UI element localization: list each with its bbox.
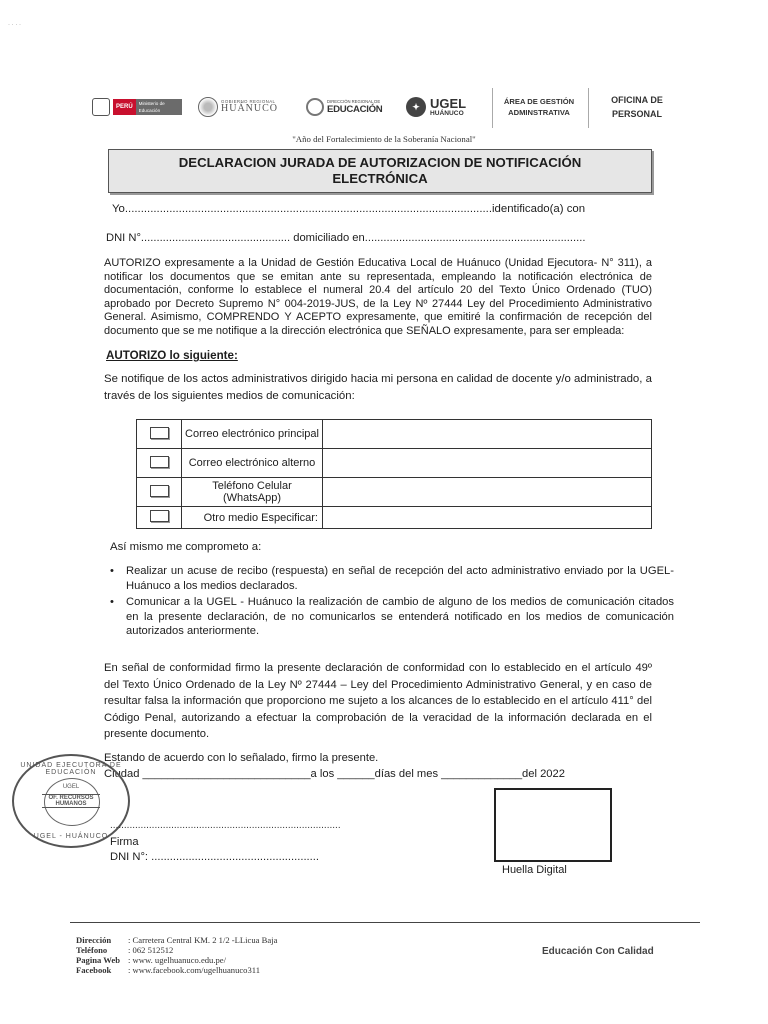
footer-divider (70, 922, 700, 923)
agreement-text: Estando de acuerdo con lo señalado, firmo la presente. (104, 752, 379, 764)
ministry-label: Ministerio de Educación (136, 99, 182, 115)
signature-label: Firma (110, 836, 139, 848)
table-row (137, 478, 652, 507)
footer-address: : Carretera Central KM. 2 1/2 -LLicua Baja (128, 935, 278, 945)
media-value-field[interactable] (323, 478, 652, 507)
city-date-line[interactable]: Ciudad ___________________________a los ______días del mes _____________del 2022 (104, 768, 565, 780)
ugel-name: UGEL (430, 96, 467, 111)
footer-contact (76, 935, 277, 975)
media-table (136, 419, 652, 529)
header-divider (492, 88, 493, 128)
regional-education-logo (306, 92, 392, 122)
checkbox-alternate-email[interactable] (150, 456, 169, 468)
authorize-heading: AUTORIZO lo siguiente: (106, 349, 238, 362)
yo-field-line[interactable]: Yo....................................................................................................................identificado(a) con (112, 203, 586, 215)
authorize-paragraph: AUTORIZO expresamente a la Unidad de Gestión Educativa Local de Huánuco (Unidad Ejecutora- N° 311), a notificar los documentos que se emitan ante su representada, empleando la notificación electrónica de documentación, conforme lo establece el numeral 20.4 del artículo 20 del Texto Único Ordenado (TUO) aprobado por Decreto Supremo N° 004-2019-JUS, de la Ley Nº 27444 Ley del Procedimiento Administrativo General. Asimismo, COMPRENDO Y ACEPTO expresamente, que emitiré la confirmación de recepción del documento que se me notifique a la dirección electrónica que SEÑALO expresamente, para ser empleada: (104, 257, 652, 337)
fingerprint-box[interactable] (494, 788, 612, 862)
media-label: Correo electrónico principal (182, 420, 323, 449)
media-value-field[interactable] (323, 420, 652, 449)
media-label: Teléfono Celular (WhatsApp) (182, 478, 323, 507)
footer-label: Facebook (76, 965, 112, 975)
stamp-bottom-text: UGEL - HUÁNUCO (33, 833, 109, 840)
list-item: • Realizar un acuse de recibo (respuesta) en señal de recepción del acto administrativo enviado por la UGEL- Huánuco a los medios declarados. (126, 564, 674, 593)
title-line-2: ELECTRÓNICA (332, 171, 428, 186)
year-motto: "Año del Fortalecimiento de la Soberanía Nacional" (292, 134, 476, 144)
media-value-field[interactable] (323, 449, 652, 478)
stamp-ugel-text: UGEL (62, 784, 80, 790)
official-stamp (12, 754, 130, 848)
area-label: ÁREA DE GESTIÓN ADMINSTRATIVA (503, 97, 575, 118)
footer-label: Dirección (76, 935, 112, 945)
scan-mark: · · · · (8, 22, 21, 28)
checkbox-primary-email[interactable] (150, 427, 169, 439)
commit-intro: Así mismo me comprometo a: (110, 541, 262, 553)
dre-name: EDUCACIÓN (327, 104, 383, 115)
footer-facebook[interactable]: : www.facebook.com/ugelhuanuco311 (128, 965, 261, 975)
checkbox-whatsapp[interactable] (150, 485, 169, 497)
media-label: Correo electrónico alterno (182, 449, 323, 478)
gore-name: HUÁNUCO (221, 103, 278, 115)
footer-website[interactable]: : www. ugelhuanuco.edu.pe/ (128, 955, 227, 965)
footer-phone: : 062 512512 (128, 945, 174, 955)
sun-icon (198, 97, 218, 117)
signature-line[interactable]: ................................................................................... (110, 820, 341, 831)
table-row (137, 507, 652, 529)
checkbox-other[interactable] (150, 510, 169, 522)
conformity-paragraph: En señal de conformidad firmo la presente declaración de conformidad con lo establecido en el artículo 49º del Texto Único Ordenado de la Ley Nº 27444 – Ley del Procedimiento Administrativo General, y en caso de resultar falsa la información que proporciono me sujeto a los alcances de lo establecido en el artículo 411° del Código Penal, autorizando a efectuar la comprobación de la veracidad de la información declarada en el presente documento. (104, 662, 652, 741)
commitments-list (104, 564, 674, 641)
title-line-1: DECLARACION JURADA DE AUTORIZACION DE NOTIFICACIÓN (178, 155, 582, 170)
header-divider (588, 88, 589, 128)
table-row (137, 420, 652, 449)
notify-paragraph: Se notifique de los actos administrativos dirigido hacia mi persona en calidad de docente y/o administrado, a través de los siguientes medios de comunicación: (104, 373, 652, 402)
ugel-emblem-icon: ✦ (406, 97, 426, 117)
peru-label: PERÚ (113, 99, 136, 115)
document-title (108, 149, 652, 193)
footer-label: Teléfono (76, 945, 108, 955)
dre-small-label: DIRECCIÓN REGIONAL DE (327, 99, 381, 104)
footer-label: Pagina Web (76, 955, 121, 965)
dni-field-line[interactable]: DNI N°................................................ domiciliado en....................................................................... (106, 232, 586, 244)
stamp-top-text: UNIDAD EJECUTORA DE EDUCACIÓN (20, 762, 122, 776)
footer-slogan: Educación Con Calidad (542, 946, 654, 957)
fingerprint-label: Huella Digital (502, 864, 567, 876)
regional-government-logo (198, 92, 286, 122)
peru-ministry-logo (92, 92, 184, 122)
signature-dni-line[interactable]: DNI N°: ...................................................... (110, 851, 319, 863)
stamp-middle-text: OF. RECURSOS HUMANOS (42, 794, 100, 808)
ugel-logo (406, 92, 486, 122)
ugel-sub: HUÁNUCO (430, 110, 464, 117)
media-label: Otro medio Especificar: (182, 507, 323, 529)
office-label: OFICINA DE PERSONAL (611, 95, 663, 119)
media-value-field[interactable] (323, 507, 652, 529)
list-item: • Comunicar a la UGEL - Huánuco la realización de cambio de alguno de los medios de comunicación citados en la presente declaración, de no comunicarlos se entenderá notificado en los medios de comunicación autorizados anteriormente. (126, 595, 674, 639)
table-row (137, 449, 652, 478)
shield-icon (92, 98, 110, 116)
ring-icon (306, 98, 324, 116)
gore-small-label: GOBIERNO REGIONAL (221, 98, 276, 104)
